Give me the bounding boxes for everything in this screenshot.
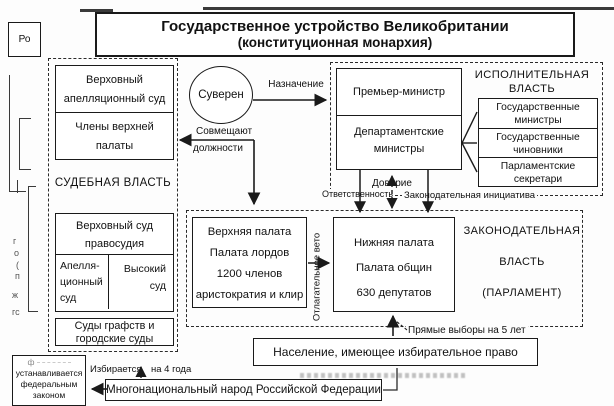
page-fragment-line [19, 118, 31, 119]
title-box [95, 12, 575, 57]
sovereign-label: Суверен [198, 89, 244, 101]
page-fragment-line [28, 186, 29, 312]
rf-law-box-faint-line: ф [13, 357, 85, 368]
state-ministers-line: министры [514, 115, 562, 126]
supreme-appeal-court-box [55, 65, 174, 114]
supreme-court-line: Верховный суд [75, 220, 154, 232]
county-courts-line: Суды графств и [74, 320, 155, 332]
upper-house-line: Палата лордов [209, 247, 290, 259]
appeal-court-cell-line: ционный [60, 276, 103, 288]
page-fragment-line [9, 75, 10, 192]
rf-law-box-line: законом [32, 390, 66, 400]
combine-offices-label-line2: должности [193, 143, 243, 154]
page-fragment-line [28, 311, 38, 312]
executive-branch-label-line: ИСПОЛНИТЕЛЬНАЯ [474, 69, 590, 81]
suspensive-veto-label: Отлагательное вето [311, 232, 323, 322]
responsibility-label: Ответственность [322, 189, 394, 199]
state-officials-box [478, 128, 598, 159]
page-fragment-line [203, 7, 614, 10]
appeal-court-cell [56, 255, 109, 309]
page-title: Государственное устройство Великобритании [161, 18, 509, 35]
electorate-box [253, 338, 538, 366]
parliamentary-secretaries-line: секретари [513, 174, 563, 185]
department-ministers-line: Департаментские [354, 126, 444, 138]
appeal-court-cell-line: суд [60, 292, 77, 304]
rf-law-box-line: федеральным [20, 379, 78, 389]
high-court-cell-line: суд [149, 280, 166, 292]
direct-elections-label: Прямые выборы на 5 лет [408, 325, 526, 336]
legislative-branch-label-line: (ПАРЛАМЕНТ) [482, 287, 562, 299]
trust-label: Доверие [372, 178, 412, 189]
upper-house-line: Верхняя палата [207, 226, 292, 238]
lower-house-line: Нижняя палата [354, 237, 434, 249]
parliamentary-secretaries-line: Парламентские [500, 161, 576, 172]
illegible-text [37, 362, 71, 364]
supreme-court-box [55, 213, 174, 312]
bleed-letter: ( [16, 260, 19, 270]
page-fragment-line [17, 180, 18, 193]
sovereign-circle [189, 66, 253, 124]
appointment-label: Назначение [268, 79, 324, 90]
bleed-letter: п [15, 271, 20, 281]
state-officials-line: чиновники [513, 144, 563, 156]
rf-people-box [105, 379, 382, 401]
supreme-appeal-court-line: Верховный [86, 74, 143, 86]
high-court-cell-line: Высокий [123, 263, 166, 275]
supreme-court-line: правосудия [84, 238, 145, 250]
cutoff-box-ro-label: Ро [18, 34, 31, 45]
prime-minister-label: Премьер-министр [353, 86, 445, 98]
legislative-branch-label-line: ВЛАСТЬ [499, 256, 545, 268]
state-officials-line: Государственные [496, 131, 580, 143]
page-fragment-line [19, 169, 31, 170]
upper-house-members-box [55, 112, 174, 160]
supreme-appeal-court-line: апелляционный суд [63, 93, 166, 105]
page-fragment-line [28, 186, 36, 187]
bleed-letter: гс [12, 307, 20, 317]
rf-law-box [12, 355, 86, 406]
elected-for-label-part2: на 4 года [151, 364, 192, 375]
upper-house-line: аристократия и клир [195, 289, 304, 301]
rf-fragment-connector [383, 368, 397, 390]
legislative-initiative-label: Законодательная инициатива [404, 190, 536, 201]
high-court-cell [109, 255, 173, 309]
appeal-court-cell-line: Апелля- [60, 260, 100, 272]
pm-ministers-box [336, 68, 462, 170]
rf-people-label: Многонациональный народ Российской Федерации [106, 384, 381, 396]
department-ministers-line: министры [373, 143, 425, 155]
county-courts-box [55, 318, 174, 346]
rf-law-box-line: устанавливается [15, 368, 83, 378]
page-subtitle: (конституционная монархия) [237, 35, 433, 50]
upper-house-members-line: Члены верхней [75, 121, 154, 134]
executive-branch-label-line: ВЛАСТЬ [508, 83, 556, 95]
lower-house-line: Палата общин [355, 262, 433, 274]
electorate-label: Население, имеющее избирательное право [273, 345, 518, 359]
state-ministers-box [478, 98, 598, 129]
upper-house-members-line: палаты [95, 140, 134, 153]
faint-bleed-text [300, 373, 468, 378]
upper-house-box [192, 217, 307, 308]
lower-house-box [333, 217, 455, 312]
bleed-letter: ж [12, 290, 19, 300]
state-ministers-line: Государственные [496, 102, 580, 113]
county-courts-line: городские суды [75, 332, 154, 345]
department-ministers-cell [337, 116, 461, 175]
bleed-letter: о [14, 248, 20, 258]
combine-offices-label-line1: Совмещают [196, 126, 253, 137]
page-fragment-line [19, 118, 20, 170]
cutoff-box-ro [8, 22, 41, 57]
bleed-letter: г [13, 236, 17, 246]
legislative-branch-label [460, 225, 584, 299]
parliamentary-secretaries-box [478, 157, 598, 187]
lower-house-line: 630 депутатов [356, 287, 432, 299]
legislative-branch-label-line: ЗАКОНОДАТЕЛЬНАЯ [463, 225, 581, 237]
elected-for-label-part1: Избирается [90, 364, 142, 375]
upper-house-line: 1200 членов [216, 268, 283, 280]
executive-branch-label [466, 68, 598, 96]
judicial-branch-label: СУДЕБНАЯ ВЛАСТЬ [54, 177, 172, 189]
